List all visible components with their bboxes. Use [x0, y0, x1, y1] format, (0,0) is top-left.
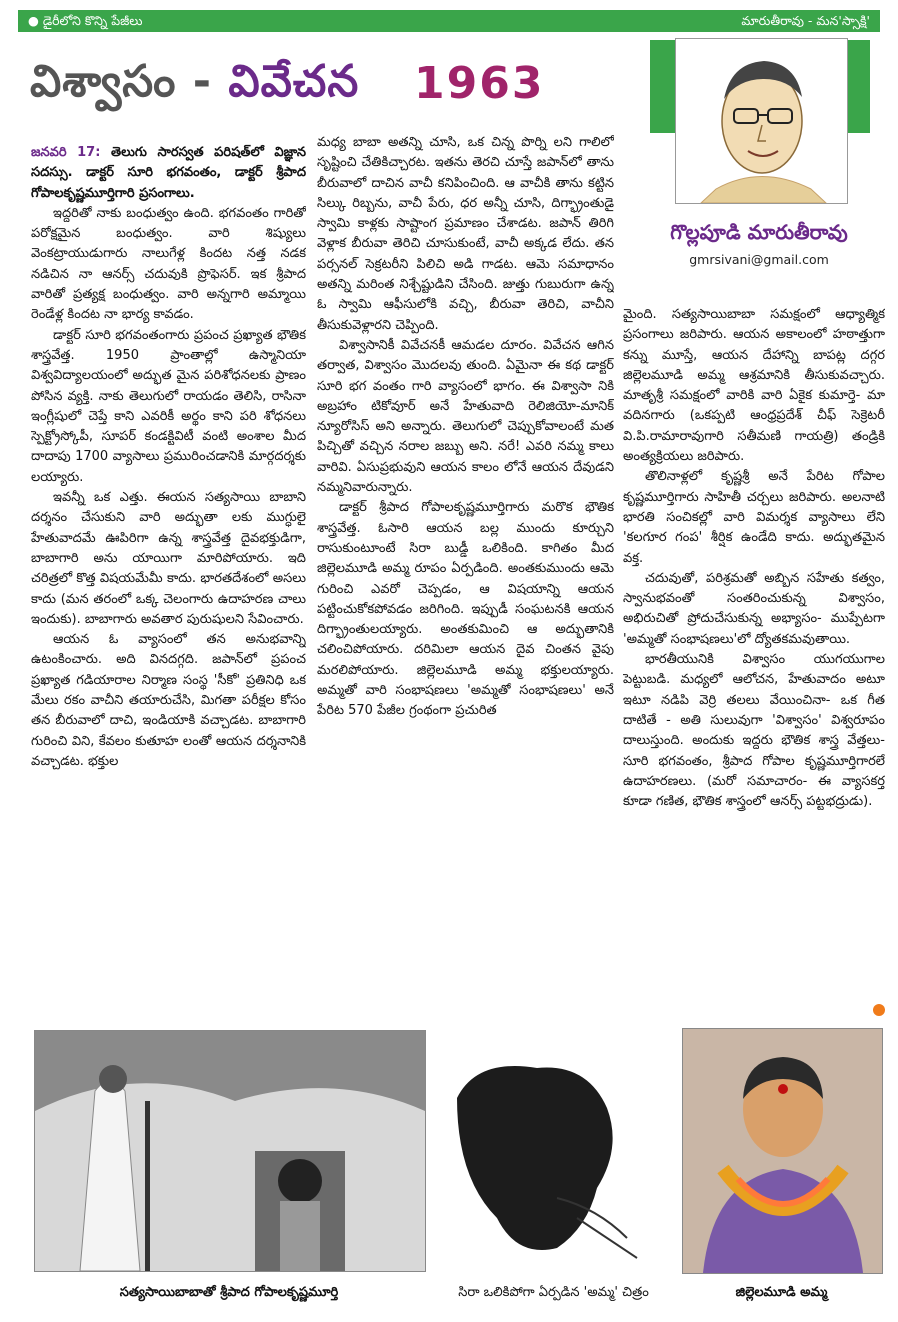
article-column-2: [317, 133, 614, 1018]
caption-photo-2: సిరా ఒలికిపోగా ఏర్పడిన 'అమ్మ' చిత్రం: [458, 1285, 649, 1300]
lead-paragraph: [31, 143, 306, 204]
article-column-1: [31, 143, 306, 1018]
paragraph: ఆయన ఓ వ్యాసంలో తన అనుభవాన్ని ఉటంకించారు. అది వినదగ్గది. జపాన్‌లో ప్రపంచ ప్రఖ్యాత గడియారాల నిర్మాణ సంస్థ 'సీకో' ప్రతినిధి ఒక మేలు రకం వాచీని తయారుచేసి, మిగతా పరీక్షల కోసం తన బీరువాలో దాచి, ఇండియాకి వచ్చాడట. బాబాగారి గురించి విని, కేవలం కుతూహ లంతో ఆయన దర్శనానికి వచ్చాడట. భక్తుల: [31, 632, 306, 769]
caption-photo-3: జిల్లెలమూడి అమ్మ: [735, 1285, 828, 1300]
portrait-sketch: [676, 39, 847, 203]
photo-sathya-sai-baba-sripada: [34, 1030, 426, 1272]
author-name: గొల్లపూడి మారుతీరావు: [670, 220, 848, 244]
title-part-2: వివేచన: [228, 56, 360, 107]
paragraph: తొలినాళ్లలో కృష్ణశ్రీ అనే పేరిట గోపాల కృష్ణమూర్తిగారు సాహితీ చర్చలు జరిపారు. అలనాటి భారతి సంచికల్లో వారి విమర్శక వ్యాసాలు లేని 'కలగూర గంప' శీర్షిక ఉండేది కాదు. అద్భుతమైన వక్త.: [623, 469, 885, 566]
photo-ink-stain-amma: [437, 1048, 670, 1270]
lead-date: జనవరి 17:: [31, 145, 101, 160]
section-label: ● డైరీలోని కొన్ని పేజీలు: [28, 13, 143, 28]
author-email[interactable]: gmrsivani@gmail.com: [689, 252, 829, 267]
lead-text: తెలుగు సారస్వత పరిషత్‌లో విజ్ఞాన సదస్సు. డాక్టర్‌ సూరి భగవంతం, డాక్టర్‌ శ్రీపాద గోపాలకృష్ణమూర్తిగారి ప్రసంగాలు.: [31, 145, 306, 201]
paragraph: మధ్య బాబా అతన్ని చూసి, ఒక చిన్న పొర్ని లని గాలిలో సృష్టించి చేతికిచ్చారట. ఇతను తెరచి చూస్తే జపాన్‌లో తాను బీరువాలో దాచిన వాచీ కనిపించింది. ఆ వాచీకి తాను కట్టిన సిల్కు రిబ్బను, వాచీ పేరు, ధర అన్నీ చూసి, దిగ్భ్రాంతుడై స్వామి కాళ్లకు సాష్టాంగ ప్రమాణం చేశాడట. జపాన్‌ తిరిగి వెళ్లాక బీరువా తెరిచి చూసుకుంటే, వాచీ అక్కడ లేదు. తన పర్సనల్‌ సెక్రటరీని పిలిచి అడి గాడట. ఆమె సమాధానం అతన్ని మరింత నిశ్చేష్టుడిని చేసింది. జుత్తు గుబురుగా ఉన్న ఓ స్వామి ఆఫీసులోకి వచ్చి, బీరువా తెరిచి, వాచీని తీసుకువెళ్లారని చెప్పింది.: [317, 135, 614, 333]
section-header-bar: [18, 10, 880, 32]
photo-jillellamudi-amma: [682, 1028, 883, 1274]
caption-photo-1: సత్యసాయిబాబాతో శ్రీపాద గోపాలకృష్ణమూర్తి: [119, 1285, 339, 1300]
paragraph: మైంది. సత్యసాయిబాబా సమక్షంలో ఆధ్యాత్మిక ప్రసంగాలు జరిపారు. ఆయన అకాలంలో హఠాత్తుగా కన్ను మూస్తే, ఆయన దేహాన్ని బాపట్ల దగ్గర జిల్లెలమూడి అమ్మ ఆశ్రమానికి తీసుకువచ్చారు. మాతృశ్రీ సమక్షంలో వారికి వారి ఏకైక కుమార్తె- మా వదినగారు (ఒకప్పటి ఆంధ్రప్రదేశ్‌ చీఫ్‌ సెక్రెటరీ వి.పి.రామారావుగారి సతీమణి గాయత్రి) తండ్రికి అంత్యక్రియలు జరిపారు.: [623, 307, 885, 465]
paragraph: విశ్వాసానికీ వివేచనకీ ఆమడల దూరం. వివేచన ఆగిన తర్వాత, విశ్వాసం మొదలవు తుంది. ఏమైనా ఈ కథ డాక్టర్‌ సూరి భగ వంతం గారి వ్యాసంలో భాగం. ఈ విశ్వాసా నికి అబ్రహాం టికోవూర్‌ అనే హేతువాది రెలిజియో-మానిక్‌ న్యూరోసిస్‌ అని అన్నారు. తెలుగులో చెప్పుకోవాలంటే మత పిచ్చితో వచ్చిన నరాల జబ్బు అని. నరే! ఎవరి నమ్మ కాలు వారివి. ఏసుప్రభువుని ఆయన కాలం లోనే ఆయన దేవుడని నమ్మనివారున్నారు.: [317, 337, 614, 496]
paragraph: చదువుతో, పరిశ్రమతో అబ్బిన సహేతు కత్వం, స్వానుభవంతో సంతరించుకున్న విశ్వాసం, అభిరుచితో ప్రోదుచేసుకున్న అభ్యాసం- ముప్పేటగా 'అమ్మతో సంభాషణలు'లో ద్యోతకమవుతాయి.: [623, 570, 885, 647]
end-mark-dot: [873, 1004, 885, 1016]
paragraph: డాక్టర్‌ సూరి భగవంతంగారు ప్రపంచ ప్రఖ్యాత భౌతిక శాస్త్రవేత్త. 1950 ప్రాంతాల్లో ఉస్మానియా విశ్వవిద్యాలయంలో అద్భుత మైన పరిశోధనలకు ప్రాణం పోసిన వ్యక్తి. నాకు తెలుగులో రాయడం తెలిసి, రాసినా ఇంగ్లీషులో చెప్తే కాని ఎవరికీ అర్థం కాని పరి శోధనలు స్పెక్ట్రోస్కోపీ, సూపర్‌ కండక్టివిటీ వంటి అంశాల మీద దాదాపు 1700 వ్యాసాలు ప్రమురించడానికి మార్గదర్శకు లయ్యారు.: [31, 327, 306, 485]
paragraph: ఇవన్నీ ఒక ఎత్తు. ఈయన సత్యసాయి బాబాని దర్శనం చేసుకుని వారి అద్భుతా లకు ముగ్ధులై హేతువాదమే ఊపిరిగా ఉన్న శాస్త్రవేత్త దైవభక్తుడిగా, బాబాగారి అను యాయిగా మారిపోయారు. ఇది చరిత్రలో కొత్త విషయమేమీ కాదు. భారతదేశంలో అసలు కాదు (మన తరంలో ఒక్క చెలంగారు ఉదాహరణ చాలు ఇందుకు). బాబాగారు అవతార పురుషులని సేవించారు.: [31, 490, 306, 627]
title-year: 1963: [414, 58, 545, 109]
title-part-1: విశ్వాసం -: [30, 56, 229, 107]
paragraph: డాక్టర్‌ శ్రీపాద గోపాలకృష్ణమూర్తిగారు మరొక భౌతిక శాస్త్రవేత్త. ఓసారి ఆయన బల్ల ముందు కూర్చుని రాసుకుంటూంటే సిరా బుడ్డీ ఒలికింది. కాగితం మీద జిల్లెలమూడి అమ్మ రూపం ఏర్పడింది. అంతకుముందు ఆమె గురించి ఎవరో చెప్పడం, ఆ విషయాన్ని ఆయన పట్టించుకోకపోవడం జరిగింది. ఇప్పుడీ సంఘటనకి ఆయన దిగ్భ్రాంతులయ్యారు. అంతకుమించి ఆ అద్భుతానికి చలించిపోయారు. దరిమిలా ఆయన దైవ చింతన వైపు మరలిపోయారు. జిల్లెలమూడి అమ్మ భక్తులయ్యారు. అమ్మతో వారి సంభాషణలు 'అమ్మతో సంభాషణలు' అనే పేరిట 570 పేజీల గ్రంథంగా ప్రచురిత: [317, 500, 614, 719]
column-label: మారుతీరావు - మన'స్సాక్షి': [741, 13, 870, 28]
article-column-3: [623, 305, 885, 995]
paragraph: ఇద్దరితో నాకు బంధుత్వం ఉంది. భగవంతం గారితో పరోక్షమైన బంధుత్వం. వారి శిష్యులు వెంకట్రాయుడుగారు నాలుగేళ్ల కిందట నత్త నడక నడిచిన నా ఆనర్స్‌ చదువుకి ప్రొఫెసర్‌. ఇక శ్రీపాద వారితో ప్రత్యక్ష బంధుత్వం. వారి అన్నగారి అమ్మాయి రెండేళ్ల కిందట నా భార్య కావడం.: [31, 205, 306, 323]
author-portrait: [675, 38, 848, 204]
page-title: [30, 56, 359, 118]
paragraph: భారతీయునికి విశ్వాసం యుగయుగాల పెట్టుబడి. మధ్యలో ఆలోచన, హేతువాదం అటూ ఇటూ నడిపి వెర్రి తలలు వేయించినా- ఒక గీత దాటితే - అతి సులువుగా 'విశ్వాసం' విశ్వరూపం దాలుస్తుంది. అందుకు ఇద్దరు భౌతిక శాస్త్ర వేత్తలు- సూరి భగవంతం, శ్రీపాద గోపాల కృష్ణమూర్తిగారలే ఉదాహరణలు. (మరో సమాచారం- ఈ వ్యాసకర్త కూడా గణిత, భౌతిక శాస్త్రంలో ఆనర్స్‌ పట్టభద్రుడు).: [623, 652, 885, 810]
